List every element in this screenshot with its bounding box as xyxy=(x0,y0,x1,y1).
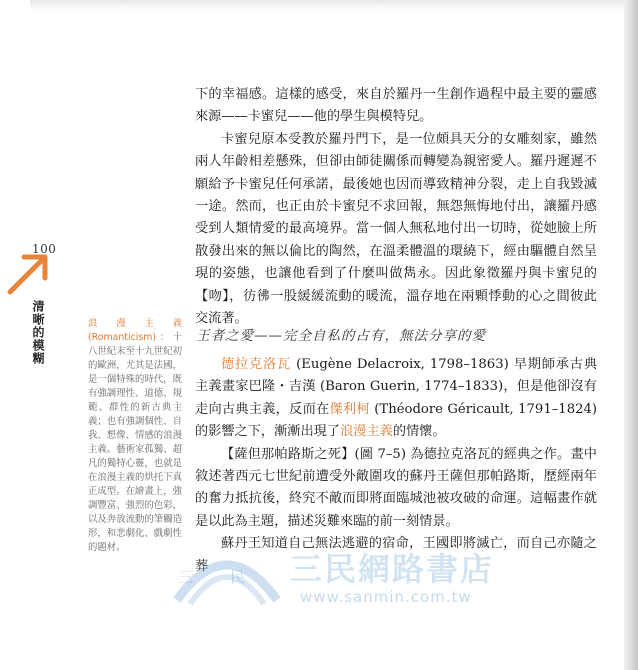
running-title: 清晰的模糊 xyxy=(31,300,45,365)
watermark-url: www.sanmin.com.tw xyxy=(300,588,472,606)
sidebar-term: 浪漫主義 (Romanticism) xyxy=(88,318,182,343)
page-right-edge xyxy=(624,0,638,670)
paragraph-1: 下的幸福感。這樣的感受，來自於羅丹一生創作過程中最主要的靈感來源——卡蜜兒——他的學生與模特兒。 xyxy=(195,87,597,125)
paragraph-3-tail: 的情懷。 xyxy=(392,424,446,440)
watermark-title: 三民網路書店 xyxy=(290,550,495,588)
sidebar-definition: ：十八世紀末至十九世紀初的歐洲，尤其是法國，是一個特殊的時代，既有強調理性、道德、規範、群性的新古典主義；也有強調個性、自我、想像、情感的浪漫主義。藝術家孤獨、超凡的獨特心靈，也就是在浪漫主義的烘托下真正成型。在繪畫上，強調豐富、強烈的色彩，以及奔放流動的筆觸造形，和悲劇化、戲劇性的題材。 xyxy=(88,332,182,553)
page-top-edge xyxy=(30,0,624,10)
paragraph-4: 【薩但那帕路斯之死】(圖 7–5) 為德拉克洛瓦的經典之作。畫中敘述著西元七世紀前遭受外敵圍攻的蘇丹王薩但那帕路斯，歷經兩年的奮力抵抗後，終究不敵而即將面臨城池被攻破的命運。這幅畫作就是以此為主題，描述災難來臨的前一刻情景。 xyxy=(195,446,597,529)
artist-name-delacroix: 德拉克洛瓦 xyxy=(221,357,292,372)
arrow-up-right-icon xyxy=(4,248,52,296)
artist-name-gericault: 傑利柯 xyxy=(329,401,370,417)
paragraph-5: 蘇丹王知道自己無法逃避的宿命，王國即將滅亡，而自己亦隨之葬 xyxy=(195,536,597,574)
artist-info-gericault: (Théodore Géricault, 1791–1824) 的影響之下，漸漸出現了 xyxy=(195,401,598,440)
paragraph-2: 卡蜜兒原本受教於羅丹門下，是一位頗具天分的女雕刻家，雖然兩人年齡相差懸殊，但卻由師徒關係而轉變為親密愛人。羅丹遲遲不願給予卡蜜兒任何承諾，最後她也因而導致精神分裂，走上自我毀滅一途。然而，也正由於卡蜜兒不求回報，無怨無悔地付出，讓羅丹感受到人類情愛的最高境界。當一個人無私地付出一切時，從她臉上所散發出來的無以倫比的陶然，在溫柔體溫的環繞下，經由驅體自然呈現的姿態，也讓他看到了什麼叫做雋永。因此象徵羅丹與卡蜜兒的【吻】，彷彿一股緩緩流動的暖流，溫存地在兩顆悸動的心之間彼此交流著。 xyxy=(195,131,597,327)
movement-romanticism: 浪漫主義 xyxy=(340,424,393,440)
artist-info-delacroix: (Eugène Delacroix, 1798–1863) 早期師承古典主義畫家巴隆・吉漢 (Baron Guerin, 1774–1833)，但是他卻沒有走向古典主義，反而在 xyxy=(195,357,598,417)
section-heading: 王者之愛——完全自私的占有，無法分享的愛 xyxy=(196,328,486,344)
main-text-top xyxy=(195,84,597,330)
paragraph-3 xyxy=(195,354,597,444)
watermark-char-min: 民 xyxy=(230,568,246,586)
page-number: 100 xyxy=(32,242,57,256)
main-text-bottom xyxy=(195,354,597,578)
watermark-char-san: 三 xyxy=(178,568,194,586)
sidebar-note xyxy=(88,317,182,555)
